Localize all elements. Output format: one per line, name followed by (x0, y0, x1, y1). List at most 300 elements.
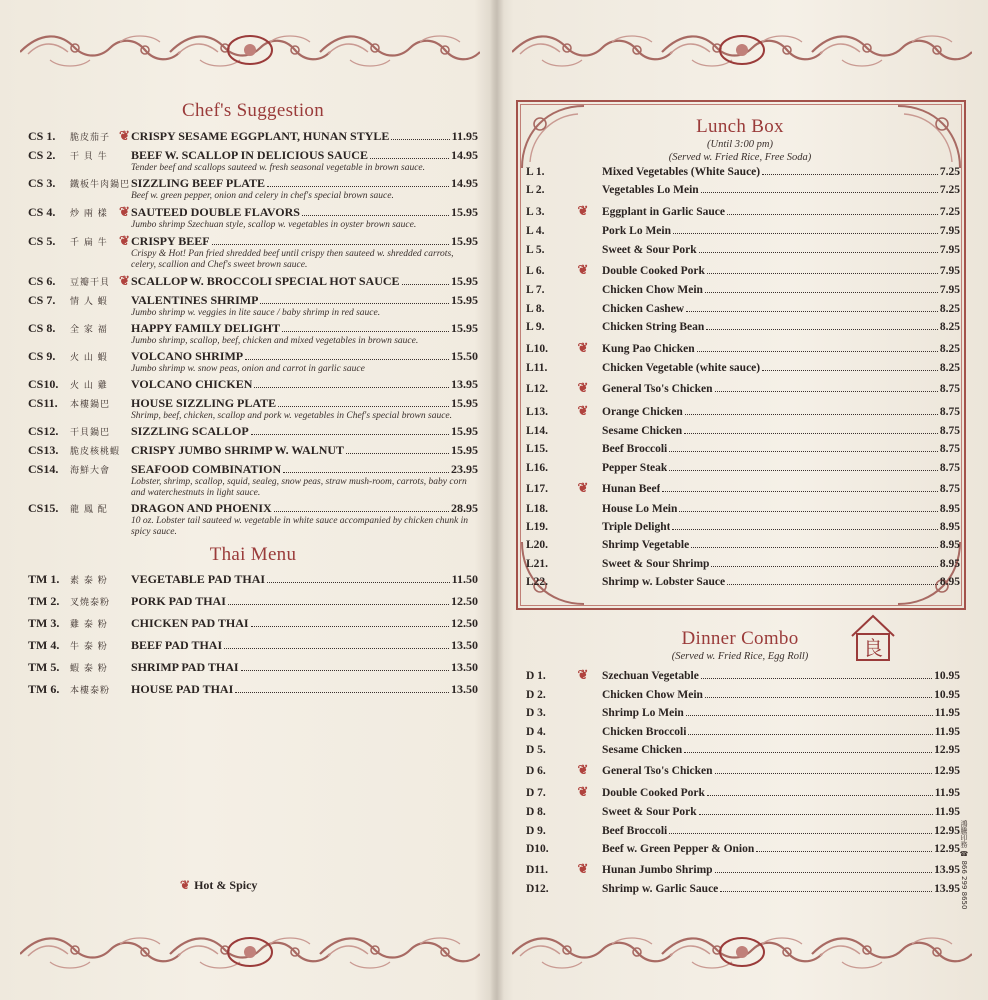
item-name: General Tso's Chicken (602, 383, 713, 396)
pepper-icon: ❦ (577, 860, 589, 876)
item-price: 14.95 (451, 148, 478, 162)
leader-dots (727, 584, 938, 585)
dinner-combo-panel (520, 628, 960, 901)
chefs-suggestion-title: Chef's Suggestion (181, 100, 325, 121)
item-name: CRISPY JUMBO SHRIMP W. WALNUT (131, 443, 345, 457)
item-code: CS11. (28, 396, 58, 410)
menu-item-row (520, 403, 960, 419)
item-name: Chicken String Bean (602, 321, 705, 334)
menu-item-row (520, 203, 960, 219)
item-code: TM 4. (28, 638, 60, 652)
item-code: L 2. (526, 184, 545, 197)
menu-item-row (520, 744, 960, 756)
leader-dots (715, 773, 933, 774)
leader-dots (707, 795, 933, 796)
menu-item-row (28, 501, 478, 516)
menu-item-row (520, 362, 960, 374)
menu-item-row (520, 726, 960, 738)
menu-item-row (28, 148, 478, 163)
leader-dots (699, 252, 938, 253)
menu-item (28, 148, 478, 174)
item-code: CS14. (28, 462, 59, 476)
menu-item-row (520, 284, 960, 296)
svg-text:良: 良 (863, 636, 883, 660)
fold-crease (490, 0, 504, 1000)
item-code: CS 9. (28, 349, 56, 363)
menu-item-row (520, 883, 960, 895)
leader-dots (391, 139, 449, 140)
menu-item (28, 204, 478, 231)
left-panel (28, 100, 478, 704)
menu-item (520, 762, 960, 778)
leader-dots (688, 734, 932, 735)
item-name: HOUSE SIZZLING PLATE (131, 396, 277, 410)
item-chinese-name: 蝦 泰 粉 (70, 664, 108, 674)
leader-dots (673, 233, 938, 234)
leader-dots (346, 453, 449, 454)
item-description: Crispy & Hot! Pan fried shredded beef until crispy then sauteed w. shredded carrots, celery, scallion and Chef's sweet brown sauce. (131, 249, 454, 270)
item-name: Shrimp w. Lobster Sauce (602, 576, 726, 589)
item-name: VALENTINES SHRIMP (131, 293, 259, 307)
leader-dots (669, 833, 932, 834)
leader-dots (697, 351, 938, 352)
menu-item (520, 362, 960, 374)
menu-item (520, 321, 960, 333)
item-name: Beef w. Green Pepper & Onion (602, 842, 755, 855)
item-price: 12.95 (934, 743, 960, 756)
item-chinese-name: 火 山 蝦 (70, 353, 108, 363)
item-name: VOLCANO SHRIMP (131, 349, 244, 363)
dinner-combo-served-with: (Served w. Fried Rice, Egg Roll) (671, 651, 809, 662)
item-price: 11.95 (934, 806, 960, 819)
pepper-icon: ❦ (577, 667, 589, 682)
leader-dots (224, 648, 449, 649)
item-code: L17. (526, 483, 549, 496)
menu-item-row (28, 424, 478, 439)
item-code: CS10. (28, 377, 59, 391)
pepper-icon: ❦ (577, 202, 589, 218)
leader-dots (711, 566, 937, 567)
menu-item (520, 203, 960, 219)
menu-item (28, 233, 478, 271)
item-price: 12.95 (934, 842, 960, 855)
leader-dots (260, 303, 449, 304)
thai-menu-list (28, 572, 478, 697)
item-code: TM 1. (28, 572, 60, 586)
leader-dots (705, 697, 932, 698)
item-description: Jumbo shrimp Szechuan style, scallop w. vegetables in oyster brown sauce. (131, 220, 417, 230)
item-code: L20. (526, 539, 549, 552)
leader-dots (705, 292, 938, 293)
item-code: L16. (526, 461, 549, 474)
item-code: CS 6. (28, 274, 56, 288)
dinner-combo-list (520, 667, 960, 895)
leader-dots (662, 491, 937, 492)
leader-dots (274, 511, 449, 512)
item-price: 13.95 (934, 863, 960, 876)
item-name: Vegetables Lo Mein (602, 184, 699, 197)
item-name: Chicken Chow Mein (602, 284, 703, 297)
item-chinese-name: 本樓泰粉 (70, 686, 111, 696)
item-code: L19. (526, 521, 549, 534)
menu-item (28, 443, 478, 458)
item-name: Chicken Vegetable (white sauce) (602, 361, 761, 374)
item-code: CS 5. (28, 234, 56, 248)
item-price: 15.95 (451, 205, 478, 219)
item-name: Kung Pao Chicken (602, 342, 695, 355)
menu-item (520, 726, 960, 738)
legend-text: Hot & Spicy (194, 878, 258, 892)
item-chinese-name: 牛 泰 粉 (70, 642, 108, 652)
item-price: 8.75 (939, 461, 960, 474)
menu-item-row (520, 462, 960, 474)
menu-item (28, 176, 478, 202)
item-price: 14.95 (451, 176, 478, 190)
item-name: HOUSE PAD THAI (131, 682, 234, 696)
item-code: CS 1. (28, 129, 56, 143)
leader-dots (707, 273, 938, 274)
item-price: 7.95 (939, 264, 960, 277)
item-code: TM 5. (28, 660, 60, 674)
item-chinese-name: 干 貝 牛 (70, 152, 108, 162)
menu-item-row (28, 273, 478, 289)
item-price: 11.95 (934, 787, 960, 800)
menu-item-row (520, 539, 960, 551)
menu-item (520, 184, 960, 196)
leader-dots (235, 692, 449, 693)
menu-item (520, 539, 960, 551)
item-code: L 9. (526, 321, 545, 334)
item-price: 12.50 (451, 616, 478, 630)
item-name: Chicken Cashew (602, 302, 685, 315)
item-description: Jumbo shrimp w. veggies in lite sauce / baby shrimp in red sauce. (131, 308, 381, 318)
item-name: SHRIMP PAD THAI (131, 660, 239, 674)
item-code: D 9. (526, 824, 546, 837)
menu-item (520, 166, 960, 178)
menu-item (520, 480, 960, 496)
menu-item-row (520, 784, 960, 800)
item-name: SIZZLING SCALLOP (131, 424, 249, 438)
item-code: CS 3. (28, 176, 56, 190)
item-price: 7.25 (939, 205, 960, 218)
item-name: Sesame Chicken (602, 425, 683, 438)
item-price: 8.25 (939, 302, 960, 315)
item-price: 8.95 (939, 502, 960, 515)
menu-item (520, 244, 960, 256)
item-chinese-name: 龍 鳳 配 (70, 505, 108, 515)
menu-item-row (520, 806, 960, 818)
item-code: L22. (526, 576, 549, 589)
item-name: SAUTEED DOUBLE FLAVORS (131, 205, 300, 219)
leader-dots (701, 678, 932, 679)
item-code: TM 2. (28, 594, 60, 608)
item-chinese-name: 脆皮茄子 (70, 133, 111, 143)
item-name: General Tso's Chicken (602, 764, 713, 777)
item-price: 8.75 (939, 425, 960, 438)
menu-item-row (28, 616, 478, 631)
item-name: CRISPY BEEF (131, 234, 210, 248)
item-name: Shrimp Lo Mein (602, 707, 684, 720)
item-code: TM 3. (28, 616, 60, 630)
menu-item (520, 462, 960, 474)
item-price: 8.75 (939, 383, 960, 396)
item-price: 12.95 (934, 764, 960, 777)
item-price: 15.95 (451, 443, 478, 457)
item-price: 13.95 (934, 883, 960, 896)
menu-item (28, 377, 478, 392)
item-price: 7.25 (939, 166, 960, 178)
item-chinese-name: 鐵板牛肉鍋巴 (70, 180, 131, 190)
item-name: Shrimp Vegetable (602, 539, 690, 552)
menu-item (520, 425, 960, 437)
item-code: D 2. (526, 689, 546, 702)
pepper-icon: ❦ (577, 784, 589, 800)
item-price: 11.95 (934, 725, 960, 738)
item-name: Pepper Steak (602, 461, 668, 474)
menu-item-row (28, 128, 478, 144)
menu-item (520, 403, 960, 419)
item-price: 13.50 (451, 638, 478, 652)
item-price: 15.95 (451, 234, 478, 248)
leader-dots (251, 626, 449, 627)
item-price: 10.95 (934, 689, 960, 702)
menu-item-row (520, 425, 960, 437)
menu-item-row (28, 396, 478, 411)
item-name: PORK PAD THAI (131, 594, 226, 608)
item-price: 7.95 (939, 243, 960, 256)
item-price: 10.95 (934, 670, 960, 682)
menu-item (28, 660, 478, 675)
item-code: D 4. (526, 725, 546, 738)
leader-dots (699, 814, 933, 815)
item-price: 8.95 (939, 576, 960, 589)
item-code: D 8. (526, 806, 546, 819)
item-price: 13.50 (451, 660, 478, 674)
menu-item-row (28, 321, 478, 336)
item-chinese-name: 海鮮大會 (70, 466, 111, 476)
top-left-ornament (20, 28, 480, 72)
item-code: CS 7. (28, 293, 56, 307)
item-code: D 5. (526, 743, 546, 756)
leader-dots (228, 604, 449, 605)
menu-item (28, 128, 478, 144)
item-code: CS15. (28, 501, 59, 515)
item-code: L 5. (526, 243, 545, 256)
menu-item-row (28, 660, 478, 675)
menu-item-row (520, 443, 960, 455)
leader-dots (283, 472, 449, 473)
item-code: CS 8. (28, 321, 56, 335)
menu-item (520, 744, 960, 756)
thai-menu-title: Thai Menu (209, 544, 297, 565)
leader-dots (241, 670, 449, 671)
menu-item-row (520, 321, 960, 333)
leader-dots (254, 387, 449, 388)
item-code: D 3. (526, 707, 546, 720)
menu-item (520, 380, 960, 396)
menu-item (520, 825, 960, 837)
lunch-box-served-with: (Served w. Fried Rice, Free Soda) (668, 152, 812, 163)
menu-item-row (28, 204, 478, 220)
lunch-box-title: Lunch Box (696, 116, 784, 137)
lunch-box-list (520, 166, 960, 588)
item-name: Szechuan Vegetable (602, 670, 699, 682)
menu-item-row (520, 380, 960, 396)
menu-item-row (28, 572, 478, 587)
item-name: Orange Chicken (602, 405, 683, 418)
menu-item (520, 861, 960, 877)
bottom-right-ornament (512, 930, 972, 974)
menu-item (520, 689, 960, 701)
item-code: L 4. (526, 225, 545, 238)
item-code: CS13. (28, 443, 59, 457)
menu-item (520, 284, 960, 296)
item-price: 15.50 (451, 349, 478, 363)
menu-item-row (520, 480, 960, 496)
item-description: Jumbo shrimp, scallop, beef, chicken and mixed vegetables in brown sauce. (131, 336, 419, 346)
item-name: Pork Lo Mein (602, 225, 671, 238)
item-description: Tender beef and scallops sauteed w. fresh seasonal vegetable in brown sauce. (131, 163, 426, 173)
leader-dots (282, 331, 449, 332)
item-code: L 1. (526, 166, 545, 178)
item-code: L13. (526, 405, 549, 418)
menu-item-row (520, 689, 960, 701)
item-name: SCALLOP W. BROCCOLI SPECIAL HOT SAUCE (131, 274, 400, 288)
item-code: L21. (526, 557, 549, 570)
printer-credit: 鴻騰印務 ☎ 866 299 8650 (960, 820, 968, 910)
menu-item (520, 667, 960, 683)
menu-item (520, 707, 960, 719)
menu-item-row (520, 340, 960, 356)
item-code: CS 4. (28, 205, 56, 219)
item-name: BEEF PAD THAI (131, 638, 223, 652)
leader-dots (706, 329, 938, 330)
item-chinese-name: 千 扁 牛 (70, 238, 108, 248)
item-price: 7.95 (939, 284, 960, 297)
menu-item-row (28, 462, 478, 477)
item-price: 8.25 (939, 342, 960, 355)
menu-item-row (520, 861, 960, 877)
item-code: L 3. (526, 205, 545, 218)
item-description: Jumbo shrimp w. snow peas, onion and carrot in garlic sauce (131, 364, 365, 374)
item-code: D11. (526, 863, 549, 876)
item-name: Sweet & Sour Shrimp (602, 557, 710, 570)
item-price: 8.75 (939, 443, 960, 456)
lunch-box-hours: (Until 3:00 pm) (707, 139, 773, 150)
leader-dots (672, 529, 937, 530)
menu-item (28, 682, 478, 697)
leader-dots (684, 752, 932, 753)
item-name: Sweet & Sour Pork (602, 806, 697, 819)
leader-dots (701, 192, 938, 193)
menu-item (520, 303, 960, 315)
item-name: DRAGON AND PHOENIX (131, 501, 272, 515)
item-code: TM 6. (28, 682, 60, 696)
leader-dots (715, 391, 938, 392)
item-code: L18. (526, 502, 549, 515)
menu-item-row (28, 233, 478, 249)
item-price: 13.50 (451, 682, 478, 696)
leader-dots (212, 244, 449, 245)
leader-dots (762, 174, 938, 175)
menu-item (28, 273, 478, 289)
item-code: D 6. (526, 764, 546, 777)
pepper-icon: ❦ (119, 128, 130, 143)
dinner-combo-title: Dinner Combo (681, 628, 799, 649)
leader-dots (679, 511, 937, 512)
item-price: 13.95 (451, 377, 478, 391)
item-name: SEAFOOD COMBINATION (131, 462, 282, 476)
menu-item (28, 424, 478, 439)
menu-item (520, 443, 960, 455)
item-name: Eggplant in Garlic Sauce (602, 205, 725, 218)
item-code: D12. (526, 883, 549, 896)
item-price: 7.95 (939, 225, 960, 238)
menu-item (520, 340, 960, 356)
leader-dots (686, 715, 933, 716)
item-description: Lobster, shrimp, scallop, squid, sealeg, snow peas, straw mush-room, carrots, baby corn and waterchestnuts in light sauce. (131, 477, 467, 498)
menu-item (520, 503, 960, 515)
item-name: Hunan Jumbo Shrimp (602, 863, 713, 876)
item-price: 8.95 (939, 557, 960, 570)
menu-item (520, 806, 960, 818)
leader-dots (685, 414, 938, 415)
pepper-icon: ❦ (119, 204, 130, 219)
menu-item (520, 521, 960, 533)
bottom-left-ornament (20, 930, 480, 974)
pepper-icon: ❦ (577, 380, 589, 396)
menu-item (28, 462, 478, 499)
item-price: 28.95 (451, 501, 478, 515)
item-price: 12.95 (934, 824, 960, 837)
leader-dots (669, 451, 938, 452)
leader-dots (727, 214, 938, 215)
item-name: Double Cooked Pork (602, 787, 705, 800)
menu-item-row (520, 707, 960, 719)
right-panel (520, 116, 960, 595)
item-name: Chicken Broccoli (602, 725, 687, 738)
pepper-icon: ❦ (577, 480, 589, 496)
item-price: 11.95 (934, 707, 960, 720)
menu-item (28, 349, 478, 375)
item-name: BEEF W. SCALLOP IN DELICIOUS SAUCE (131, 148, 368, 162)
menu-item-row (520, 184, 960, 196)
item-name: Triple Delight (602, 521, 671, 534)
leader-dots (402, 284, 449, 285)
menu-item-row (520, 576, 960, 588)
item-code: D 1. (526, 670, 546, 682)
item-code: L14. (526, 425, 549, 438)
item-chinese-name: 情 人 蝦 (70, 297, 108, 307)
item-price: 11.50 (451, 572, 478, 586)
leader-dots (669, 470, 938, 471)
item-code: CS12. (28, 424, 59, 438)
item-code: L 8. (526, 302, 545, 315)
pepper-icon: ❦ (577, 402, 589, 418)
menu-item (520, 883, 960, 895)
item-price: 8.75 (939, 405, 960, 418)
menu-item-row (520, 262, 960, 278)
pepper-icon: ❦ (577, 339, 589, 355)
leader-dots (686, 311, 938, 312)
menu-item-row (520, 825, 960, 837)
item-name: Sweet & Sour Pork (602, 243, 697, 256)
leader-dots (762, 370, 938, 371)
leader-dots (267, 582, 450, 583)
leader-dots (691, 547, 938, 548)
menu-item-row (28, 349, 478, 364)
item-name: Chicken Chow Mein (602, 689, 703, 702)
